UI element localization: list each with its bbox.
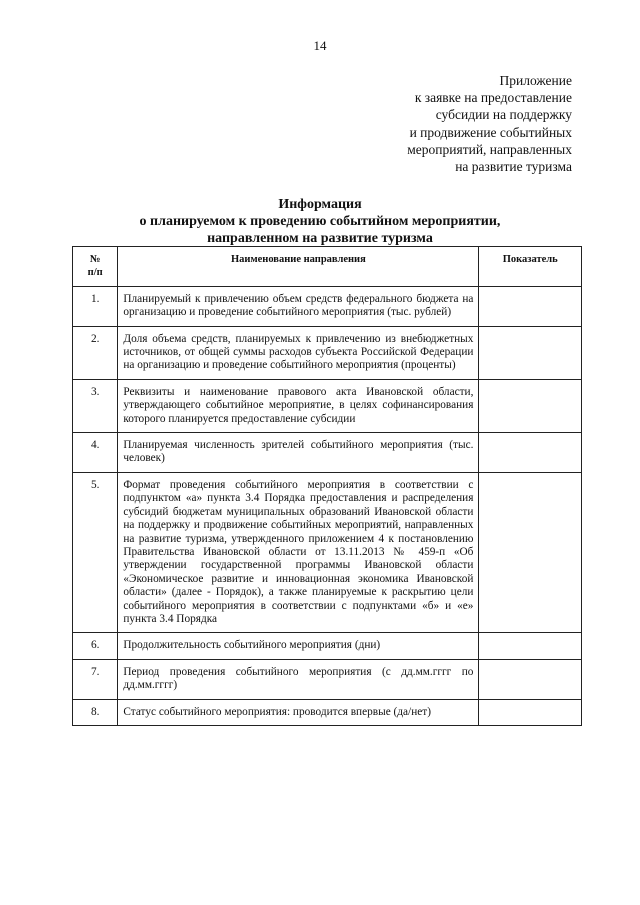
header-name: Наименование направления [118, 247, 479, 287]
row-direction-name: Продолжительность событийного мероприятия (дни) [118, 633, 479, 659]
table-row [73, 286, 582, 326]
table-row [73, 326, 582, 379]
row-number: 5. [73, 472, 118, 632]
appendix-line: мероприятий, направленных [407, 141, 572, 157]
table-header-row [73, 247, 582, 287]
row-indicator-value[interactable] [479, 699, 582, 725]
appendix-note [272, 72, 572, 175]
row-direction-name: Планируемая численность зрителей событийного мероприятия (тыс. человек) [118, 433, 479, 473]
header-number-line2: п/п [87, 267, 103, 279]
table-body [73, 286, 582, 725]
table-row [73, 659, 582, 699]
header-value: Показатель [479, 247, 582, 287]
row-indicator-value[interactable] [479, 433, 582, 473]
row-direction-name: Доля объема средств, планируемых к привлечению из внебюджетных источников, от общей суммы расходов субъекта Российской Федерации на организацию и проведение событийного мероприятия (проценты) [118, 326, 479, 379]
table-row [73, 379, 582, 432]
row-indicator-value[interactable] [479, 472, 582, 632]
row-number: 4. [73, 433, 118, 473]
row-indicator-value[interactable] [479, 633, 582, 659]
row-direction-name: Планируемый к привлечению объем средств федерального бюджета на организацию и проведение событийного мероприятия (тыс. рублей) [118, 286, 479, 326]
table-row [73, 472, 582, 632]
page-number: 14 [313, 38, 327, 53]
info-table [72, 246, 582, 726]
table-row [73, 633, 582, 659]
table-row [73, 433, 582, 473]
row-number: 7. [73, 659, 118, 699]
title-line: о планируемом к проведению событийном мероприятии, [139, 214, 501, 229]
row-indicator-value[interactable] [479, 659, 582, 699]
appendix-line: к заявке на предоставление [414, 90, 572, 106]
header-number [73, 247, 118, 287]
row-direction-name: Реквизиты и наименование правового акта Ивановской области, утверждающего событийное мероприятие, в целях софинансирования которого планируется предоставление субсидии [118, 379, 479, 432]
row-number: 1. [73, 286, 118, 326]
row-direction-name: Формат проведения событийного мероприятия в соответствии с подпунктом «а» пункта 3.4 Порядка предоставления и распределения субсидий бюджетам муниципальных образований Ивановской области на поддержку и продвижение событийных мероприятий, направленных на развитие туризма, утвержденного приложением 4 к постановлению Правительства Ивановской области от 13.11.2013 № 459-п «Об утверждении государственной программы Ивановской области «Экономическое развитие и инновационная экономика Ивановской области» (далее - Порядок), а также планируемые к раскрытию цели событийного мероприятия в соответствии с подпунктами «б» и «е» пункта 3.4 Порядка [118, 472, 479, 632]
row-indicator-value[interactable] [479, 326, 582, 379]
row-direction-name: Период проведения событийного мероприятия (с дд.мм.гггг по дд.мм.гггг) [118, 659, 479, 699]
appendix-line: субсидии на поддержку [435, 107, 572, 123]
appendix-line: на развитие туризма [455, 159, 572, 175]
appendix-line: и продвижение событийных [409, 124, 572, 140]
row-number: 2. [73, 326, 118, 379]
row-number: 6. [73, 633, 118, 659]
header-number-line1: № [89, 254, 101, 265]
table-row [73, 699, 582, 725]
title-line: Информация [278, 197, 362, 212]
row-number: 8. [73, 699, 118, 725]
title-line: направленном на развитие туризма [207, 231, 433, 246]
row-indicator-value[interactable] [479, 286, 582, 326]
appendix-line: Приложение [499, 73, 572, 88]
row-number: 3. [73, 379, 118, 432]
document-title [0, 196, 640, 247]
row-indicator-value[interactable] [479, 379, 582, 432]
row-direction-name: Статус событийного мероприятия: проводится впервые (да/нет) [118, 699, 479, 725]
